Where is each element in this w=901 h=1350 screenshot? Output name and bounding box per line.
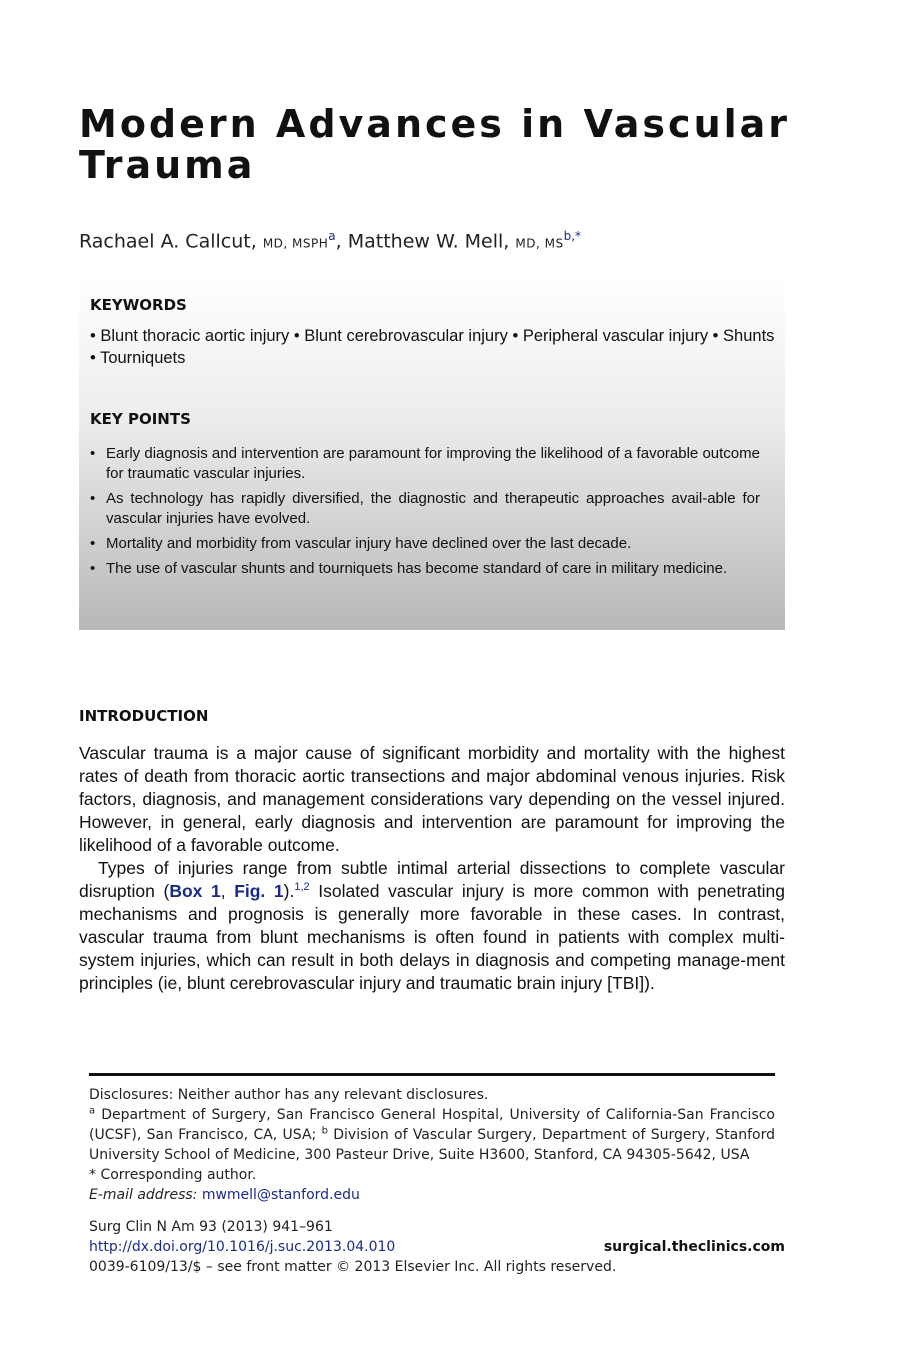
email-label: E-mail address:	[89, 1187, 198, 1203]
author-name: Matthew W. Mell,	[347, 230, 510, 253]
keyword-item: • Peripheral vascular injury	[512, 327, 709, 345]
article-title: Modern Advances in Vascular Trauma	[79, 102, 791, 187]
bullet-icon: •	[90, 349, 96, 367]
keyword-item: • Blunt cerebrovascular injury	[293, 327, 508, 345]
journal-site: surgical.theclinics.com	[603, 1239, 785, 1255]
email-line	[89, 1185, 775, 1205]
key-point-item: • As technology has rapidly diversified, the diagnostic and therapeutic approaches avail-able for vascular injuries have evolved.	[90, 489, 760, 529]
intro-paragraph-1: Vascular trauma is a major cause of significant morbidity and mortality with the highest rates of death from thoracic aortic transections and major abdominal venous injuries. Risk factors, diagnosis, and management considerations vary depending on the vessel injured. However, in general, early diagnosis and intervention are paramount for improving the likelihood of a favorable outcome.	[79, 743, 785, 855]
bullet-icon: •	[712, 327, 719, 345]
footnote-divider	[89, 1073, 775, 1076]
footnotes	[89, 1085, 775, 1205]
keyword-item: • Tourniquets	[90, 349, 186, 367]
key-point-item: • Mortality and morbidity from vascular injury have declined over the last decade.	[90, 534, 760, 554]
bullet-icon: •	[293, 327, 300, 345]
author-degrees: MD, MS	[515, 236, 564, 251]
key-points-heading: KEY POINTS	[90, 410, 191, 428]
fig-1-link[interactable]: Fig. 1	[234, 881, 284, 901]
doi-link[interactable]: http://dx.doi.org/10.1016/j.suc.2013.04.010	[89, 1239, 396, 1255]
introduction-heading: INTRODUCTION	[79, 707, 209, 725]
affiliations: $^a$ Department of Surgery, San Francisco General Hospital, University of California-San Francisco (UCSF), San Francisco, CA, USA; $^b$ Division of Vascular Surgery, Department of Surgery, Stanford University School of Medicine, 300 Pasteur Drive, Suite H3600, Stanford, CA 94305-5642, USA	[89, 1105, 775, 1163]
author-line	[79, 229, 581, 252]
journal-citation: Surg Clin N Am 93 (2013) 941–961	[89, 1219, 333, 1235]
intro-paragraph-2: Types of injuries range from subtle intimal arterial dissections to complete vascular disruption (Box 1, Fig. 1).$^{1,2}$ Isolated vascular injury is more common with penetrating mechanisms and prognosis is generally more favorable in these cases. In contrast, vascular trauma from blunt mechanisms is often found in patients with complex multi-system injuries, which can result in both delays in diagnosis and competing manage-ment principles (ie, blunt cerebrovascular injury and traumatic brain injury [TBI]).	[79, 858, 785, 993]
disclosures: Disclosures: Neither author has any relevant disclosures.	[89, 1087, 489, 1103]
affiliation-link[interactable]: b,*	[563, 229, 582, 243]
box-1-link[interactable]: Box 1	[169, 881, 221, 901]
journal-info	[89, 1217, 785, 1277]
author-degrees: MD, MSPH	[262, 236, 329, 251]
keywords-heading: KEYWORDS	[90, 296, 187, 314]
affiliation-link[interactable]: a	[328, 229, 336, 243]
keywords-keypoints-box	[79, 280, 785, 630]
author-separator: ,	[335, 230, 348, 253]
bullet-icon: •	[90, 327, 96, 345]
keyword-item: • Blunt thoracic aortic injury	[90, 327, 290, 345]
email-link[interactable]: mwmell@stanford.edu	[201, 1187, 360, 1203]
corresponding-author: * Corresponding author.	[89, 1167, 257, 1183]
key-point-item: • Early diagnosis and intervention are paramount for improving the likelihood of a favorable outcome for traumatic vascular injuries.	[90, 444, 760, 484]
author-name: Rachael A. Callcut,	[79, 230, 257, 253]
key-point-item: • The use of vascular shunts and tourniquets has become standard of care in military medicine.	[90, 559, 760, 579]
copyright: 0039-6109/13/$ – see front matter © 2013 Elsevier Inc. All rights reserved.	[89, 1259, 617, 1275]
keywords-list	[90, 325, 780, 369]
citation-link[interactable]: 1,2	[294, 881, 310, 894]
bullet-icon: •	[512, 327, 519, 345]
key-points-list	[90, 444, 760, 584]
keyword-item: • Shunts	[712, 327, 775, 345]
